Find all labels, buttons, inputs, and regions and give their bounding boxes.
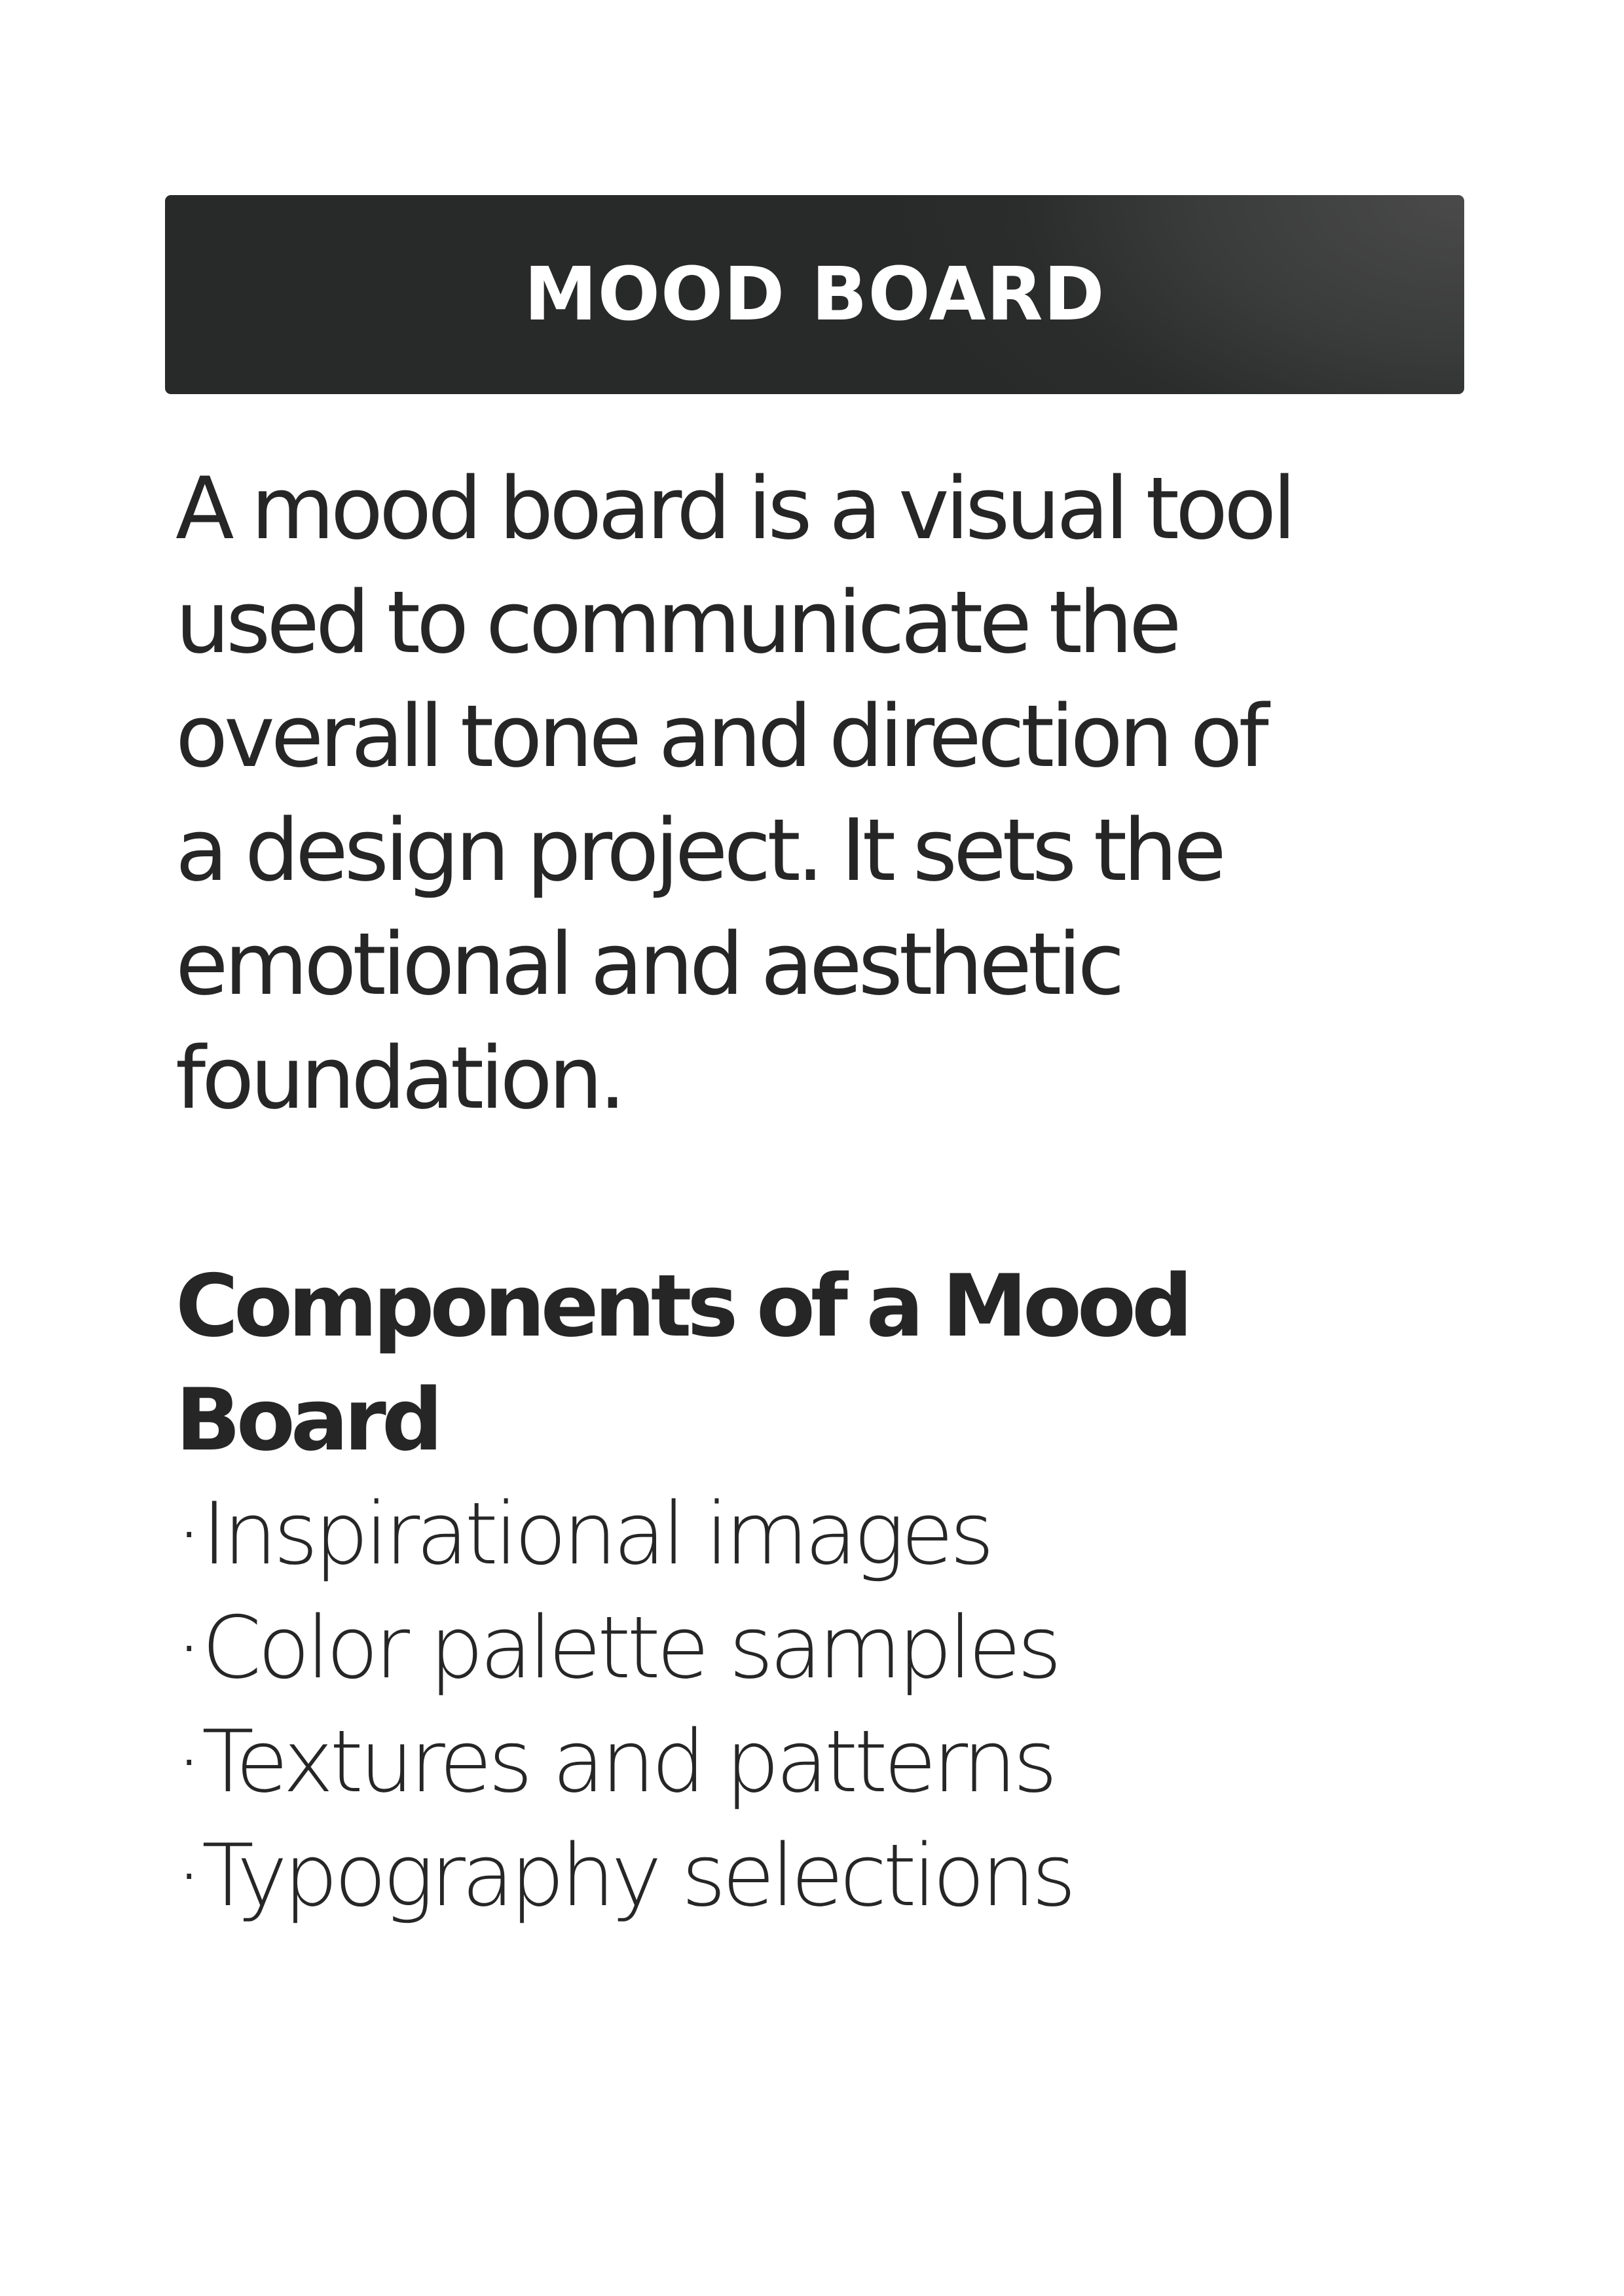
page-title: MOOD BOARD <box>524 252 1105 337</box>
intro-line: foundation. <box>175 1028 623 1128</box>
intro-line: overall tone and direction of <box>175 686 1265 786</box>
list-item-label: Typography selections <box>202 1825 1073 1925</box>
bullet-icon: · <box>175 1484 199 1584</box>
intro-line: emotional and aesthetic <box>175 914 1121 1014</box>
intro-line: A mood board is a visual tool <box>175 458 1293 558</box>
title-banner <box>165 195 1464 394</box>
bullet-icon: · <box>175 1711 199 1812</box>
bullet-icon: · <box>175 1825 199 1925</box>
intro-paragraph <box>175 452 1485 1135</box>
list-item <box>175 1819 1485 1933</box>
heading-line: Board <box>175 1370 439 1470</box>
bullet-icon: · <box>175 1597 199 1698</box>
list-item-label: Color palette samples <box>202 1597 1058 1698</box>
list-item-label: Inspirational images <box>202 1484 991 1584</box>
heading-line: Components of a Mood <box>175 1256 1189 1356</box>
intro-line: used to communicate the <box>175 572 1178 672</box>
list-item <box>175 1477 1485 1591</box>
list-item-label: Textures and patterns <box>202 1711 1054 1812</box>
list-item <box>175 1591 1485 1705</box>
intro-line: a design project. It sets the <box>175 800 1223 900</box>
list-item <box>175 1705 1485 1819</box>
components-heading <box>175 1249 1485 1477</box>
components-list <box>175 1477 1485 1933</box>
